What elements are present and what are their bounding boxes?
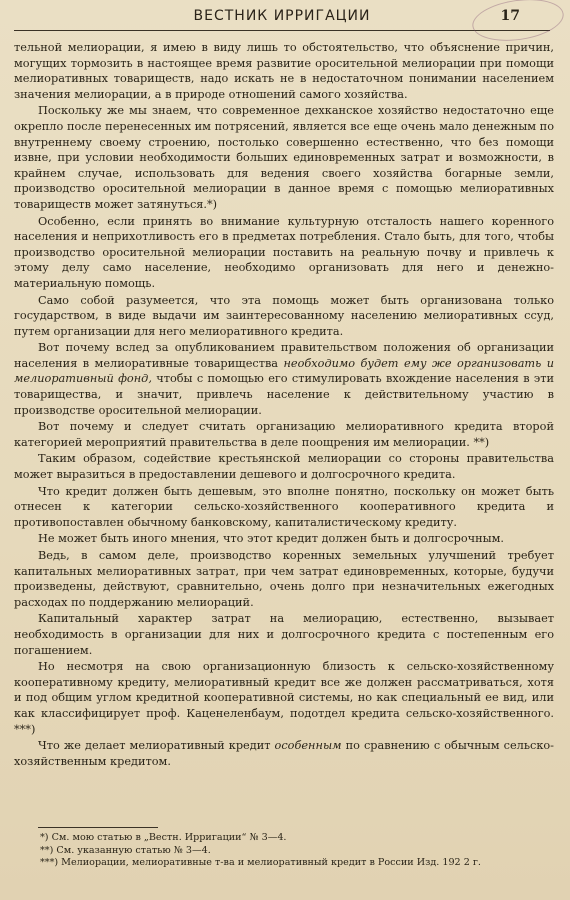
article-body: [14, 40, 554, 770]
paragraph-text: Вот почему и следует считать организацию мелиоративного кредита второй категорией мероприятий правительства в деле поощрения им мелиорации. **): [14, 420, 554, 449]
running-header: [14, 6, 550, 31]
paragraph: [14, 451, 554, 482]
paragraph: [14, 484, 554, 531]
paragraph-text: по сравнению с обычным сельско-хозяйственным кредитом.: [14, 739, 554, 768]
paragraph-text: Не может быть иного мнения, что этот кредит должен быть и долгосрочным.: [38, 532, 505, 546]
emphasis-text: необходимо будет ему же организовать и мелиоративный фонд,: [14, 356, 554, 386]
paragraph: [14, 214, 554, 292]
paragraph: [14, 659, 554, 737]
paragraph: [14, 40, 554, 102]
paragraph-text: Вот почему вслед за опубликованием правительством положения об организации населения в мелиоративные товарищества: [14, 341, 554, 370]
paragraph: [14, 531, 554, 547]
paragraph-text: Но несмотря на свою организационную близость к сельско-хозяйственному кооперативному кредиту, мелиоративный кредит все же должен рассматриваться, хотя и под общим углом кредитной кооперативной системы, но как специальный ее вид, или как классифицирует проф. Каценеленбаум, подотдел кредита сельско-хозяйственного. ***): [14, 660, 554, 736]
paragraph-text: Особенно, если принять во внимание культурную отсталость нашего коренного населения и неприхотливость его в предметах потребления. Стало быть, для того, чтобы производство оросительной мелиорации поставить на реальную почву и привлечь к этому делу само население, необходимо организовать для него и денежно-материальную помощь.: [14, 214, 554, 290]
paragraph-text: Ведь, в самом деле, производство коренных земельных улучшений требует капитальных мелиоративных затрат, при чем затрат единовременных, которые, будучи произведены, действуют, сравнительно, очень долго при незначительных ежегодных расходах по поддержанию мелиораций.: [14, 549, 554, 609]
emphasis-text: особенным: [274, 739, 342, 753]
paragraph-text: Что же делает мелиоративный кредит: [38, 739, 275, 753]
paragraph-text: Поскольку же мы знаем, что современное дехканское хозяйство недостаточно еще окрепло после перенесенных им потрясений, является все еще очень мало денежным по внутреннему своему строению, постолько совершенно естественно, что без помощи извне, при условии необходимости больших единовременных затрат и возможности, в крайнем случае, использовать для ведения своего хозяйства богарные земли, производство оросительной мелиорации в данное время с помощью мелиоративных товариществ может затянуться.*): [14, 104, 554, 211]
footnote: **) См. указанную статью № 3—4.: [40, 844, 211, 856]
paragraph-text: Капитальный характер затрат на мелиорацию, естественно, вызывает необходимость в организации для них и долгосрочного кредита с постепенным его погашением.: [14, 612, 554, 657]
paragraph-text: тельной мелиорации, я имею в виду лишь то обстоятельство, что объяснение причин, могущих тормозить в настоящее время развитие оросительной мелиорации при помощи мелиоративных товариществ, надо искать не в недостаточном понимании населением значения мелиорации, а в природе отношений самого хозяйства.: [14, 41, 554, 101]
page-number: 17: [500, 8, 520, 24]
paragraph: [14, 340, 554, 418]
journal-title: ВЕСТНИК ИРРИГАЦИИ: [193, 8, 371, 24]
footnote-divider: [38, 827, 158, 828]
footnote: *) См. мою статью в „Вестн. Ирригации“ № 3—4.: [40, 832, 287, 843]
paragraph: [14, 548, 554, 610]
paragraph-text: Что кредит должен быть дешевым, это вполне понятно, поскольку он может быть отнесен к категории сельско-хозяйственного кооперативного кредита и противопоставлен обычному банковскому, капиталистическому кредиту.: [14, 484, 554, 529]
paragraph: [14, 738, 554, 769]
paragraph: [14, 103, 554, 212]
paragraph: [14, 611, 554, 658]
paragraph-text: чтобы с помощью его стимулировать вхождение населения в эти товарищества, и значит, привлечь население к действительному участию в производстве оросительной мелиорации.: [14, 372, 554, 417]
paragraph: [14, 419, 554, 450]
paragraph: [14, 293, 554, 340]
footnotes: [40, 832, 550, 870]
footnote: ***) Мелиорации, мелиоративные т-ва и мелиоративный кредит в России Изд. 192 2 г.: [40, 857, 481, 869]
paragraph-text: Само собой разумеется, что эта помощь может быть организована только государством, в виде выдачи им заинтересованному населению мелиоративных ссуд, путем организации для него мелиоративного кредита.: [14, 293, 554, 338]
paragraph-text: Таким образом, содействие крестьянской мелиорации со стороны правительства может выразиться в предоставлении дешевого и долгосрочного кредита.: [14, 452, 554, 482]
